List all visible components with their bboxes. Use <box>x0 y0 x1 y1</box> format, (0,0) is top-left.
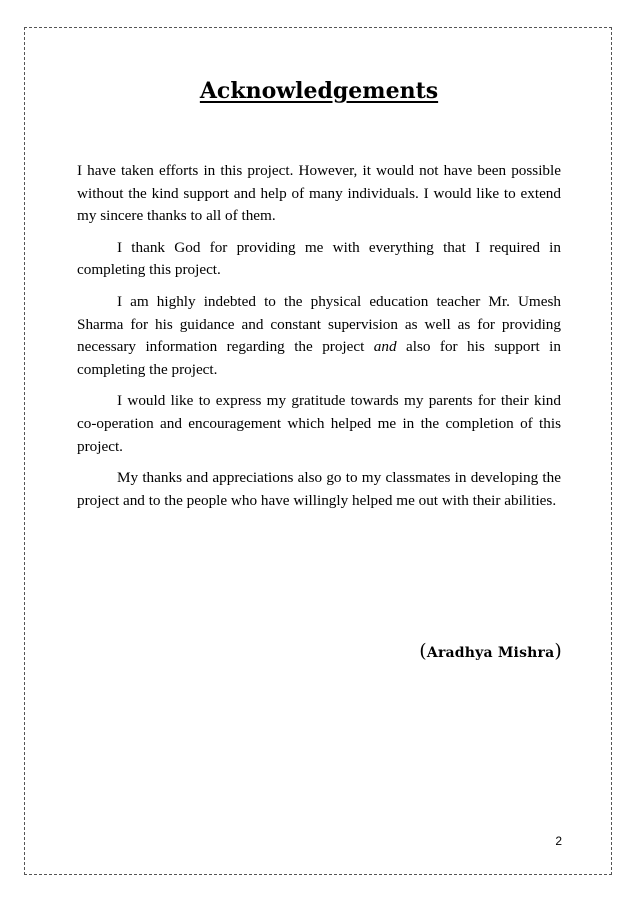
paragraph-classmates: My thanks and appreciations also go to my classmates in developing the project and to the people who have willingly helped me out with their abilities. <box>77 469 561 509</box>
page-number: 2 <box>555 834 562 848</box>
page-title: Acknowledgements <box>199 78 439 104</box>
paragraph-teacher <box>77 291 561 381</box>
signature-name: Aradhya Mishra <box>426 645 555 661</box>
signature-close-paren: ) <box>554 640 562 662</box>
paragraph-god: I thank God for providing me with everything that I required in completing this project. <box>77 238 561 279</box>
paragraph-intro: I have taken efforts in this project. However, it would not have been possible without the kind support and help of many individuals. I would like to extend my sincere thanks to all of them. <box>77 162 561 225</box>
paragraph-teacher-part2: also for his support in completing the project. <box>77 338 561 378</box>
paragraph-teacher-part1: I am highly indebted to the physical education teacher Mr. Umesh Sharma for his guidance and constant supervision as well as for providing necessary information regarding the project <box>77 292 561 356</box>
signature-open-paren: ( <box>419 640 427 662</box>
paragraph-parents: I would like to express my gratitude towards my parents for their kind co-operation and encouragement which helped me in the completion of this project. <box>77 392 561 455</box>
signature <box>419 640 562 662</box>
body-text <box>77 160 561 521</box>
paragraph-teacher-italic-and: and <box>373 338 397 356</box>
